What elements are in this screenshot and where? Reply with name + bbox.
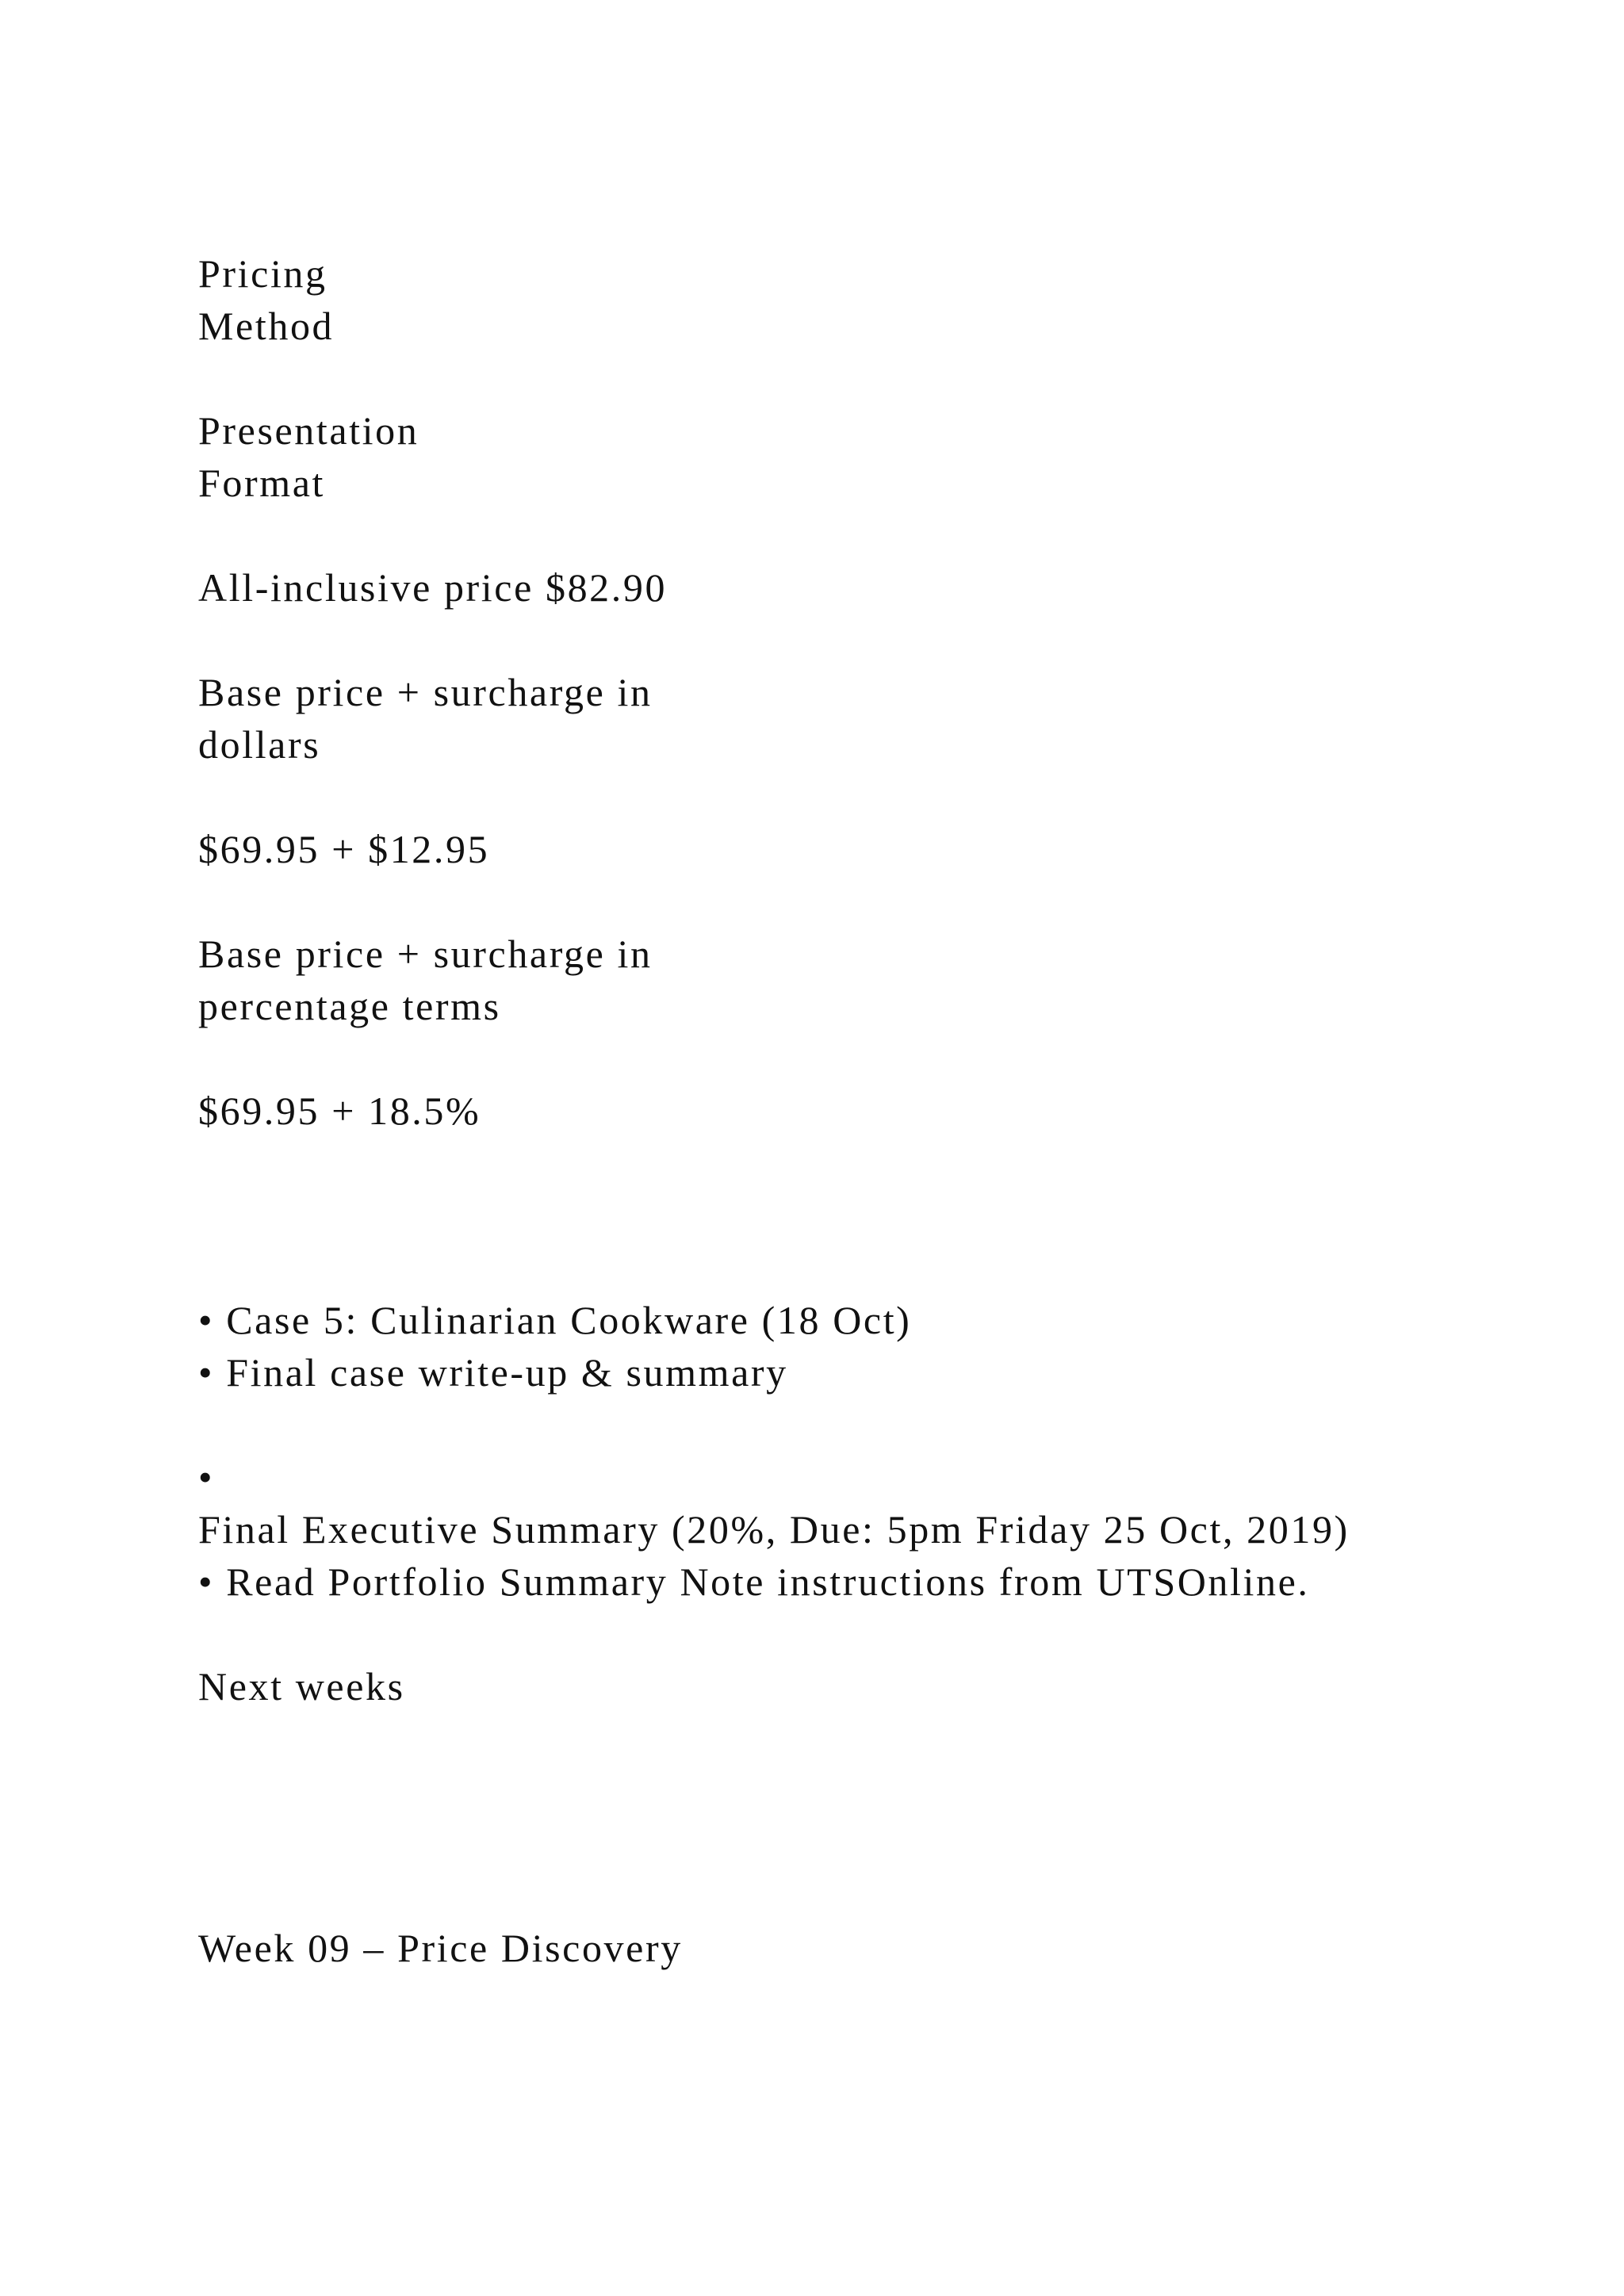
list-item-bullet: • — [198, 1455, 215, 1499]
next-weeks-heading: Next weeks — [198, 1664, 405, 1709]
table-header-pricing: Pricing — [198, 251, 327, 296]
row-base-surcharge-percent-line1: Base price + surcharge in — [198, 932, 653, 976]
row-base-surcharge-dollars-line1: Base price + surcharge in — [198, 670, 653, 714]
table-header-method: Method — [198, 304, 335, 348]
row-percent-format-value: $69.95 + 18.5% — [198, 1089, 481, 1133]
week-title: Week 09 – Price Discovery — [198, 1926, 683, 1970]
row-base-surcharge-percent-line2: percentage terms — [198, 984, 501, 1028]
row-all-inclusive-price: All-inclusive price $82.90 — [198, 565, 668, 610]
list-item-executive-summary: Final Executive Summary (20%, Due: 5pm Friday 25 Oct, 2019) — [198, 1507, 1350, 1552]
row-dollar-format-value: $69.95 + $12.95 — [198, 827, 490, 871]
table-header-presentation: Presentation — [198, 408, 419, 453]
list-item-read-portfolio: • Read Portfolio Summary Note instructions from UTSOnline. — [198, 1559, 1310, 1604]
list-item-case5: • Case 5: Culinarian Cookware (18 Oct) — [198, 1298, 912, 1342]
list-item-final-case: • Final case write-up & summary — [198, 1350, 788, 1395]
row-base-surcharge-dollars-line2: dollars — [198, 722, 321, 767]
table-header-format: Format — [198, 461, 326, 505]
